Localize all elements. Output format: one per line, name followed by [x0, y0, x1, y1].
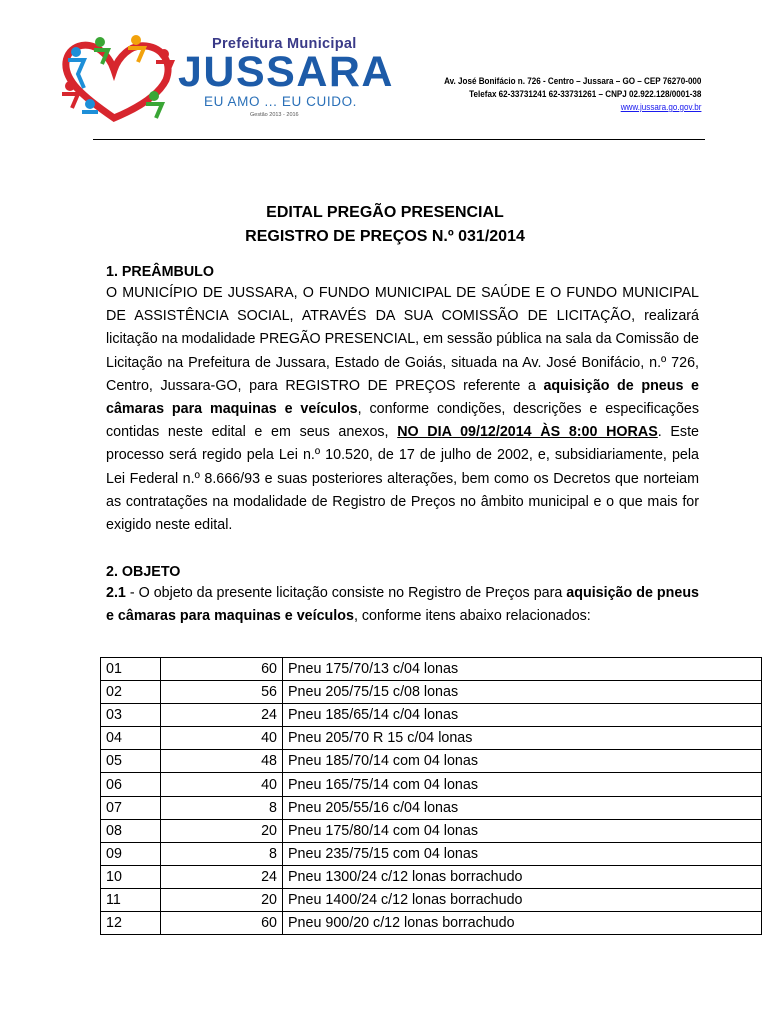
table-row [101, 704, 762, 727]
item-description-cell: Pneu 175/70/13 c/04 lonas [283, 658, 762, 681]
document-subtitle: REGISTRO DE PREÇOS N.º 031/2014 [245, 228, 525, 245]
item-description-cell: Pneu 185/65/14 c/04 lonas [283, 704, 762, 727]
item-quantity-cell: 40 [161, 727, 283, 750]
item-number-cell: 06 [101, 773, 161, 796]
item-number-cell: 04 [101, 727, 161, 750]
table-row [101, 796, 762, 819]
objeto-text-a: - O objeto da presente licitação consiste no Registro de Preços para [125, 585, 567, 602]
document-title: EDITAL PREGÃO PRESENCIAL [266, 204, 504, 221]
item-quantity-cell: 40 [161, 773, 283, 796]
item-quantity-cell: 48 [161, 750, 283, 773]
item-quantity-cell: 20 [161, 888, 283, 911]
table-row [101, 681, 762, 704]
address-block [444, 75, 701, 114]
item-description-cell: Pneu 185/70/14 com 04 lonas [283, 750, 762, 773]
table-row [101, 888, 762, 911]
item-quantity-cell: 20 [161, 819, 283, 842]
item-description-cell: Pneu 205/70 R 15 c/04 lonas [283, 727, 762, 750]
table-row [101, 912, 762, 935]
item-description-cell: Pneu 205/75/15 c/08 lonas [283, 681, 762, 704]
logo-prefeitura-text: Prefeitura Municipal [212, 36, 357, 52]
item-description-cell: Pneu 205/55/16 c/04 lonas [283, 796, 762, 819]
table-row [101, 750, 762, 773]
section-heading-objeto: 2. OBJETO [106, 564, 181, 581]
table-row [101, 658, 762, 681]
item-quantity-cell: 24 [161, 865, 283, 888]
item-number-cell: 03 [101, 704, 161, 727]
item-number-cell: 08 [101, 819, 161, 842]
item-quantity-cell: 60 [161, 912, 283, 935]
item-description-cell: Pneu 235/75/15 com 04 lonas [283, 842, 762, 865]
item-quantity-cell: 8 [161, 842, 283, 865]
table-row [101, 727, 762, 750]
item-quantity-cell: 56 [161, 681, 283, 704]
item-description-cell: Pneu 900/20 c/12 lonas borrachudo [283, 912, 762, 935]
heart-figures-icon [54, 34, 182, 126]
logo-city-name: JUSSARA [178, 48, 394, 96]
item-number-cell: 10 [101, 865, 161, 888]
preambulo-text-c: . Este processo será regido pela Lei n.º 10.520, de 17 de julho de 2002, e, subsidiariamente, pela Lei Federal n.º 8.666/93 e suas posteriores alterações, bem como os Decretos que norteiam as contratações na modalidade de Registro de Preços no âmbito municipal e o que mais for exigido neste edital. [106, 424, 700, 534]
objeto-object-bold: aquisição de pneus e câmaras para maquinas e veículos [106, 585, 699, 625]
item-number-cell: 01 [101, 658, 161, 681]
table-row [101, 773, 762, 796]
item-quantity-cell: 24 [161, 704, 283, 727]
preambulo-object-bold: aquisição de pneus e câmaras para maquinas e veículos [106, 377, 699, 418]
item-quantity-cell: 8 [161, 796, 283, 819]
item-number-cell: 05 [101, 750, 161, 773]
item-number-cell: 07 [101, 796, 161, 819]
item-description-cell: Pneu 175/80/14 com 04 lonas [283, 819, 762, 842]
website-link[interactable]: www.jussara.go.gov.br [620, 102, 701, 112]
objeto-text-b: , conforme itens abaixo relacionados: [353, 608, 591, 625]
logo-slogan: EU AMO ... EU CUIDO. [204, 94, 358, 109]
items-table [100, 657, 762, 935]
item-number-cell: 02 [101, 681, 161, 704]
item-number-cell: 12 [101, 912, 161, 935]
item-description-cell: Pneu 1400/24 c/12 lonas borrachudo [283, 888, 762, 911]
item-number-cell: 09 [101, 842, 161, 865]
preambulo-paragraph [106, 282, 699, 537]
page-header [0, 0, 770, 140]
phone-cnpj-line: Telefax 62-33731241 62-33731261 – CNPJ 02.922.128/0001-38 [468, 89, 701, 99]
item-quantity-cell: 60 [161, 658, 283, 681]
objeto-paragraph [106, 582, 699, 628]
objeto-item-number: 2.1 [106, 585, 126, 602]
item-description-cell: Pneu 165/75/14 com 04 lonas [283, 773, 762, 796]
table-row [101, 842, 762, 865]
address-line: Av. José Bonifácio n. 726 - Centro – Jussara – GO – CEP 76270-000 [443, 76, 701, 86]
preambulo-text-a: O MUNICÍPIO DE JUSSARA, O FUNDO MUNICIPAL DE SAÚDE E O FUNDO MUNICIPAL DE ASSISTÊNCIA SOCIAL, ATRAVÉS DA SUA COMISSÃO DE LICITAÇÃO, realizará licitação na modalidade PREGÃO PRESENCIAL, em sessão pública na sala da Comissão de Licitação na Prefeitura de Jussara, Estado de Goiás, situada na Av. José Bonifácio, n.º 726, Centro, Jussara-GO, para REGISTRO DE PREÇOS referente a [106, 285, 699, 394]
item-description-cell: Pneu 1300/24 c/12 lonas borrachudo [283, 865, 762, 888]
table-row [101, 819, 762, 842]
preambulo-text-b: , conforme condições, descrições e especificações contidas neste edital e em seus anexos, [106, 401, 699, 441]
jussara-logo [54, 34, 394, 126]
logo-gestao: Gestão 2013 - 2016 [250, 112, 299, 118]
header-divider [93, 139, 705, 140]
table-row [101, 865, 762, 888]
item-number-cell: 11 [101, 888, 161, 911]
section-heading-preambulo: 1. PREÂMBULO [106, 264, 215, 280]
document-body [106, 262, 699, 629]
session-date: NO DIA 09/12/2014 ÀS 8:00 HORAS [397, 424, 658, 441]
